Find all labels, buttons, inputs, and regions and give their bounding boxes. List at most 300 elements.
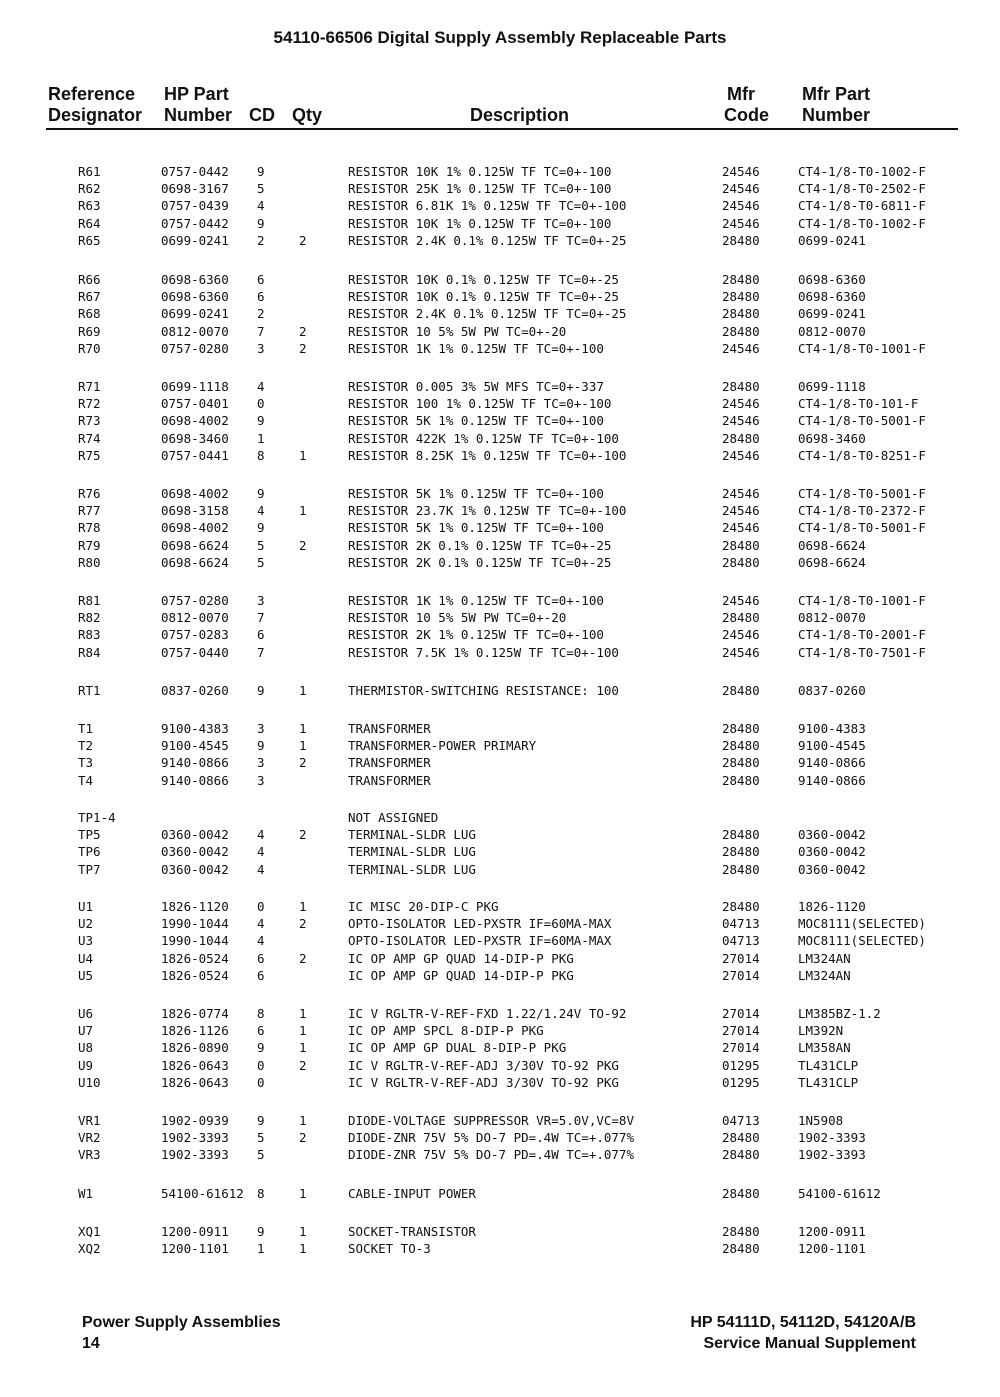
mfr-code-cell: 04713 bbox=[722, 916, 760, 932]
hp-part-number-cell: 0698-6624 bbox=[161, 537, 229, 553]
reference-designator-cell: R78 bbox=[78, 520, 101, 536]
description-cell: RESISTOR 6.81K 1% 0.125W TF TC=0+-100 bbox=[348, 198, 627, 214]
check-digit-cell: 0 bbox=[257, 899, 265, 914]
mfr-code-cell: 28480 bbox=[722, 232, 760, 248]
check-digit-cell: 6 bbox=[257, 950, 265, 966]
mfr-part-number-cell: CT4-1/8-T0-5001-F bbox=[798, 413, 926, 429]
mfr-code-cell: 28480 bbox=[722, 721, 760, 736]
reference-designator-cell: R82 bbox=[78, 610, 101, 626]
reference-designator-cell: XQ2 bbox=[78, 1241, 101, 1257]
reference-designator-cell: R62 bbox=[78, 181, 101, 197]
table-row bbox=[0, 395, 1000, 412]
description-cell: RESISTOR 10K 1% 0.125W TF TC=0+-100 bbox=[348, 164, 612, 179]
mfr-part-number-cell: 9100-4383 bbox=[798, 721, 866, 736]
reference-designator-cell: U1 bbox=[78, 899, 94, 914]
check-digit-cell: 6 bbox=[257, 1023, 265, 1039]
table-row bbox=[0, 843, 1000, 860]
description-cell: RESISTOR 10K 1% 0.125W TF TC=0+-100 bbox=[348, 215, 612, 231]
check-digit-cell: 5 bbox=[257, 537, 265, 553]
reference-designator-cell: XQ1 bbox=[78, 1224, 101, 1239]
reference-designator-cell: U9 bbox=[78, 1057, 94, 1073]
hp-part-number-cell: 0698-6360 bbox=[161, 272, 229, 287]
description-cell: TERMINAL-SLDR LUG bbox=[348, 844, 476, 860]
table-row bbox=[0, 1185, 1000, 1202]
description-cell: RESISTOR 10 5% 5W PW TC=0+-20 bbox=[348, 610, 567, 626]
description-cell: RESISTOR 10 5% 5W PW TC=0+-20 bbox=[348, 323, 567, 339]
reference-designator-cell: VR1 bbox=[78, 1113, 101, 1128]
header-rule bbox=[46, 128, 958, 130]
mfr-code-cell: 27014 bbox=[722, 1040, 760, 1056]
column-header-hp-part bbox=[164, 84, 232, 126]
mfr-code-cell: 28480 bbox=[722, 755, 760, 771]
hp-part-number-cell: 0699-1118 bbox=[161, 379, 229, 394]
check-digit-cell: 9 bbox=[257, 215, 265, 231]
reference-designator-cell: R71 bbox=[78, 379, 101, 394]
footer-section-title: Power Supply Assemblies bbox=[82, 1314, 281, 1331]
table-row bbox=[0, 1074, 1000, 1091]
description-cell: IC V RGLTR-V-REF-ADJ 3/30V TO-92 PKG bbox=[348, 1074, 619, 1090]
mfr-code-cell: 24546 bbox=[722, 215, 760, 231]
check-digit-cell: 4 bbox=[257, 503, 265, 519]
mfr-part-number-cell: 0360-0042 bbox=[798, 861, 866, 877]
footer-right bbox=[690, 1312, 916, 1354]
hp-part-number-cell: 0360-0042 bbox=[161, 861, 229, 877]
reference-designator-cell: TP6 bbox=[78, 844, 101, 860]
reference-designator-cell: R72 bbox=[78, 396, 101, 412]
hp-part-number-cell: 0698-4002 bbox=[161, 520, 229, 536]
description-cell: IC V RGLTR-V-REF-ADJ 3/30V TO-92 PKG bbox=[348, 1057, 619, 1073]
hp-part-number-cell: 0757-0280 bbox=[161, 340, 229, 356]
table-row bbox=[0, 1223, 1000, 1240]
table-row bbox=[0, 737, 1000, 754]
description-cell: RESISTOR 10K 0.1% 0.125W TF TC=0+-25 bbox=[348, 289, 619, 305]
table-row bbox=[0, 323, 1000, 340]
table-row bbox=[0, 485, 1000, 502]
mfr-part-number-cell: LM324AN bbox=[798, 967, 851, 983]
mfr-part-number-cell: 0837-0260 bbox=[798, 683, 866, 698]
check-digit-cell: 4 bbox=[257, 379, 265, 394]
table-row bbox=[0, 682, 1000, 699]
check-digit-cell: 2 bbox=[257, 232, 265, 248]
mfr-code-cell: 28480 bbox=[722, 430, 760, 446]
reference-designator-cell: VR2 bbox=[78, 1130, 101, 1146]
mfr-code-cell: 24546 bbox=[722, 627, 760, 643]
page-title: 54110-66506 Digital Supply Assembly Replaceable Parts bbox=[273, 28, 727, 47]
mfr-code-cell: 28480 bbox=[722, 738, 760, 754]
column-header-description: Description bbox=[470, 105, 570, 125]
table-row bbox=[0, 644, 1000, 661]
reference-designator-cell: T1 bbox=[78, 721, 94, 736]
quantity-cell: 2 bbox=[299, 340, 307, 356]
hp-part-number-cell: 1826-0774 bbox=[161, 1006, 229, 1021]
mfr-code-cell: 28480 bbox=[722, 1147, 760, 1163]
description-cell: RESISTOR 2K 0.1% 0.125W TF TC=0+-25 bbox=[348, 537, 612, 553]
column-header-mfr-code-line1: Mfr bbox=[727, 84, 755, 104]
mfr-code-cell: 28480 bbox=[722, 610, 760, 626]
quantity-cell: 2 bbox=[299, 232, 307, 248]
hp-part-number-cell: 0698-3167 bbox=[161, 181, 229, 197]
description-cell: THERMISTOR-SWITCHING RESISTANCE: 100 bbox=[348, 683, 619, 698]
table-row bbox=[0, 215, 1000, 232]
column-header-reference-line2: Designator bbox=[48, 105, 143, 125]
mfr-part-number-cell: 0360-0042 bbox=[798, 844, 866, 860]
description-cell: RESISTOR 8.25K 1% 0.125W TF TC=0+-100 bbox=[348, 447, 627, 463]
description-cell: RESISTOR 2.4K 0.1% 0.125W TF TC=0+-25 bbox=[348, 306, 627, 322]
mfr-code-cell: 28480 bbox=[722, 1186, 760, 1201]
description-cell: RESISTOR 100 1% 0.125W TF TC=0+-100 bbox=[348, 396, 612, 412]
footer-left bbox=[82, 1312, 281, 1354]
mfr-code-cell: 28480 bbox=[722, 861, 760, 877]
mfr-part-number-cell: CT4-1/8-T0-2372-F bbox=[798, 503, 926, 519]
reference-designator-cell: TP1-4 bbox=[78, 810, 116, 825]
mfr-part-number-cell: 0698-6624 bbox=[798, 537, 866, 553]
description-cell: RESISTOR 5K 1% 0.125W TF TC=0+-100 bbox=[348, 486, 604, 501]
mfr-code-cell: 28480 bbox=[722, 537, 760, 553]
check-digit-cell: 3 bbox=[257, 772, 265, 788]
check-digit-cell: 7 bbox=[257, 644, 265, 660]
mfr-part-number-cell: 0699-0241 bbox=[798, 306, 866, 322]
reference-designator-cell: TP7 bbox=[78, 861, 101, 877]
mfr-code-cell: 24546 bbox=[722, 413, 760, 429]
table-row bbox=[0, 592, 1000, 609]
mfr-part-number-cell: CT4-1/8-T0-1001-F bbox=[798, 340, 926, 356]
description-cell: RESISTOR 1K 1% 0.125W TF TC=0+-100 bbox=[348, 593, 604, 608]
mfr-part-number-cell: CT4-1/8-T0-5001-F bbox=[798, 520, 926, 536]
table-row bbox=[0, 271, 1000, 288]
table-row bbox=[0, 447, 1000, 464]
mfr-code-cell: 04713 bbox=[722, 933, 760, 949]
mfr-part-number-cell: 0699-1118 bbox=[798, 379, 866, 394]
hp-part-number-cell: 0757-0401 bbox=[161, 396, 229, 412]
table-row bbox=[0, 720, 1000, 737]
description-cell: IC OP AMP SPCL 8-DIP-P PKG bbox=[348, 1023, 544, 1039]
mfr-code-cell: 28480 bbox=[722, 899, 760, 914]
description-cell: RESISTOR 2.4K 0.1% 0.125W TF TC=0+-25 bbox=[348, 232, 627, 248]
check-digit-cell: 0 bbox=[257, 1057, 265, 1073]
hp-part-number-cell: 0812-0070 bbox=[161, 323, 229, 339]
reference-designator-cell: U10 bbox=[78, 1074, 101, 1090]
table-row bbox=[0, 537, 1000, 554]
check-digit-cell: 9 bbox=[257, 164, 265, 179]
column-header-reference bbox=[48, 84, 142, 126]
check-digit-cell: 6 bbox=[257, 289, 265, 305]
mfr-part-number-cell: CT4-1/8-T0-8251-F bbox=[798, 447, 926, 463]
quantity-cell: 1 bbox=[299, 1023, 307, 1039]
mfr-part-number-cell: 1902-3393 bbox=[798, 1130, 866, 1146]
reference-designator-cell: R84 bbox=[78, 644, 101, 660]
column-header-hp-part-line1: HP Part bbox=[164, 84, 229, 104]
hp-part-number-cell: 0698-3158 bbox=[161, 503, 229, 519]
table-row bbox=[0, 1057, 1000, 1074]
reference-designator-cell: R70 bbox=[78, 340, 101, 356]
reference-designator-cell: R63 bbox=[78, 198, 101, 214]
table-row bbox=[0, 861, 1000, 878]
mfr-code-cell: 28480 bbox=[722, 306, 760, 322]
footer-page-number: 14 bbox=[82, 1335, 100, 1352]
mfr-part-number-cell: 1200-0911 bbox=[798, 1224, 866, 1239]
mfr-part-number-cell: CT4-1/8-T0-7501-F bbox=[798, 644, 926, 660]
table-row bbox=[0, 898, 1000, 915]
mfr-code-cell: 24546 bbox=[722, 486, 760, 501]
footer-manual-title: Service Manual Supplement bbox=[703, 1335, 916, 1352]
mfr-part-number-cell: 1N5908 bbox=[798, 1113, 844, 1128]
hp-part-number-cell: 1200-1101 bbox=[161, 1241, 229, 1257]
description-cell: CABLE-INPUT POWER bbox=[348, 1186, 476, 1201]
hp-part-number-cell: 0698-6360 bbox=[161, 289, 229, 305]
reference-designator-cell: RT1 bbox=[78, 683, 101, 698]
mfr-part-number-cell: 0360-0042 bbox=[798, 827, 866, 843]
mfr-part-number-cell: 0698-6624 bbox=[798, 554, 866, 570]
description-cell: RESISTOR 1K 1% 0.125W TF TC=0+-100 bbox=[348, 340, 604, 356]
hp-part-number-cell: 0837-0260 bbox=[161, 683, 229, 698]
mfr-code-cell: 01295 bbox=[722, 1057, 760, 1073]
reference-designator-cell: R80 bbox=[78, 554, 101, 570]
hp-part-number-cell: 0757-0283 bbox=[161, 627, 229, 643]
mfr-code-cell: 24546 bbox=[722, 593, 760, 608]
hp-part-number-cell: 0360-0042 bbox=[161, 827, 229, 843]
table-row bbox=[0, 1240, 1000, 1257]
table-row bbox=[0, 288, 1000, 305]
column-header-mfr-part-line2: Number bbox=[802, 105, 871, 125]
table-row bbox=[0, 519, 1000, 536]
reference-designator-cell: R81 bbox=[78, 593, 101, 608]
description-cell: RESISTOR 2K 0.1% 0.125W TF TC=0+-25 bbox=[348, 554, 612, 570]
mfr-code-cell: 24546 bbox=[722, 503, 760, 519]
mfr-code-cell: 24546 bbox=[722, 447, 760, 463]
quantity-cell: 1 bbox=[299, 1241, 307, 1257]
mfr-part-number-cell: 1902-3393 bbox=[798, 1147, 866, 1163]
description-cell: RESISTOR 10K 0.1% 0.125W TF TC=0+-25 bbox=[348, 272, 619, 287]
reference-designator-cell: R65 bbox=[78, 232, 101, 248]
check-digit-cell: 9 bbox=[257, 1224, 265, 1239]
reference-designator-cell: T4 bbox=[78, 772, 94, 788]
description-cell: TRANSFORMER bbox=[348, 721, 431, 736]
hp-part-number-cell: 9100-4545 bbox=[161, 738, 229, 754]
reference-designator-cell: U2 bbox=[78, 916, 94, 932]
mfr-code-cell: 28480 bbox=[722, 272, 760, 287]
description-cell: IC MISC 20-DIP-C PKG bbox=[348, 899, 499, 914]
mfr-code-cell: 27014 bbox=[722, 1023, 760, 1039]
check-digit-cell: 4 bbox=[257, 933, 265, 949]
mfr-code-cell: 28480 bbox=[722, 554, 760, 570]
hp-part-number-cell: 0757-0441 bbox=[161, 447, 229, 463]
check-digit-cell: 1 bbox=[257, 430, 265, 446]
reference-designator-cell: U4 bbox=[78, 950, 94, 966]
column-header-mfr-code bbox=[724, 84, 769, 126]
mfr-code-cell: 27014 bbox=[722, 1006, 760, 1021]
description-cell: TERMINAL-SLDR LUG bbox=[348, 827, 476, 843]
mfr-code-cell: 24546 bbox=[722, 181, 760, 197]
hp-part-number-cell: 0360-0042 bbox=[161, 844, 229, 860]
mfr-part-number-cell: 0698-6360 bbox=[798, 289, 866, 305]
mfr-code-cell: 28480 bbox=[722, 772, 760, 788]
reference-designator-cell: R75 bbox=[78, 447, 101, 463]
check-digit-cell: 8 bbox=[257, 1006, 265, 1021]
mfr-code-cell: 28480 bbox=[722, 1224, 760, 1239]
reference-designator-cell: R61 bbox=[78, 164, 101, 179]
mfr-code-cell: 28480 bbox=[722, 379, 760, 394]
table-row bbox=[0, 1005, 1000, 1022]
hp-part-number-cell: 0757-0442 bbox=[161, 164, 229, 179]
quantity-cell: 1 bbox=[299, 1224, 307, 1239]
mfr-code-cell: 04713 bbox=[722, 1113, 760, 1128]
description-cell: RESISTOR 5K 1% 0.125W TF TC=0+-100 bbox=[348, 520, 604, 536]
table-row bbox=[0, 1039, 1000, 1056]
table-row bbox=[0, 163, 1000, 180]
mfr-part-number-cell: 0812-0070 bbox=[798, 610, 866, 626]
reference-designator-cell: U7 bbox=[78, 1023, 94, 1039]
mfr-part-number-cell: 9140-0866 bbox=[798, 755, 866, 771]
hp-part-number-cell: 9140-0866 bbox=[161, 772, 229, 788]
mfr-part-number-cell: 1826-1120 bbox=[798, 899, 866, 914]
quantity-cell: 1 bbox=[299, 738, 307, 754]
table-row bbox=[0, 1022, 1000, 1039]
quantity-cell: 1 bbox=[299, 1006, 307, 1021]
mfr-code-cell: 24546 bbox=[722, 164, 760, 179]
reference-designator-cell: R79 bbox=[78, 537, 101, 553]
hp-part-number-cell: 1902-0939 bbox=[161, 1113, 229, 1128]
description-cell: NOT ASSIGNED bbox=[348, 810, 439, 825]
hp-part-number-cell: 1826-0524 bbox=[161, 967, 229, 983]
hp-part-number-cell: 9100-4383 bbox=[161, 721, 229, 736]
description-cell: IC OP AMP GP QUAD 14-DIP-P PKG bbox=[348, 967, 574, 983]
mfr-part-number-cell: 9100-4545 bbox=[798, 738, 866, 754]
hp-part-number-cell: 1200-0911 bbox=[161, 1224, 229, 1239]
hp-part-number-cell: 0757-0439 bbox=[161, 198, 229, 214]
table-row bbox=[0, 809, 1000, 826]
check-digit-cell: 9 bbox=[257, 520, 265, 536]
hp-part-number-cell: 1826-1120 bbox=[161, 899, 229, 914]
reference-designator-cell: R67 bbox=[78, 289, 101, 305]
hp-part-number-cell: 0757-0442 bbox=[161, 215, 229, 231]
hp-part-number-cell: 54100-61612 bbox=[161, 1186, 244, 1201]
description-cell: OPTO-ISOLATOR LED-PXSTR IF=60MA-MAX bbox=[348, 933, 612, 949]
check-digit-cell: 7 bbox=[257, 323, 265, 339]
hp-part-number-cell: 1826-1126 bbox=[161, 1023, 229, 1039]
check-digit-cell: 0 bbox=[257, 1074, 265, 1090]
reference-designator-cell: R74 bbox=[78, 430, 101, 446]
column-header-mfr-part-line1: Mfr Part bbox=[802, 84, 871, 104]
mfr-part-number-cell: CT4-1/8-T0-6811-F bbox=[798, 198, 926, 214]
mfr-part-number-cell: 9140-0866 bbox=[798, 772, 866, 788]
reference-designator-cell: R73 bbox=[78, 413, 101, 429]
description-cell: IC OP AMP GP QUAD 14-DIP-P PKG bbox=[348, 950, 574, 966]
reference-designator-cell: T3 bbox=[78, 755, 94, 771]
check-digit-cell: 9 bbox=[257, 738, 265, 754]
quantity-cell: 1 bbox=[299, 503, 307, 519]
mfr-part-number-cell: 1200-1101 bbox=[798, 1241, 866, 1257]
column-header-mfr-code-line2: Code bbox=[724, 105, 769, 125]
description-cell: RESISTOR 2K 1% 0.125W TF TC=0+-100 bbox=[348, 627, 604, 643]
table-row bbox=[0, 232, 1000, 249]
description-cell: DIODE-ZNR 75V 5% DO-7 PD=.4W TC=+.077% bbox=[348, 1147, 634, 1163]
description-cell: RESISTOR 422K 1% 0.125W TF TC=0+-100 bbox=[348, 430, 619, 446]
description-cell: TRANSFORMER-POWER PRIMARY bbox=[348, 738, 537, 754]
description-cell: TRANSFORMER bbox=[348, 772, 431, 788]
hp-part-number-cell: 1826-0524 bbox=[161, 950, 229, 966]
mfr-part-number-cell: LM392N bbox=[798, 1023, 844, 1039]
mfr-code-cell: 28480 bbox=[722, 323, 760, 339]
quantity-cell: 2 bbox=[299, 323, 307, 339]
description-cell: TERMINAL-SLDR LUG bbox=[348, 861, 476, 877]
check-digit-cell: 3 bbox=[257, 721, 265, 736]
hp-part-number-cell: 0699-0241 bbox=[161, 306, 229, 322]
mfr-part-number-cell: CT4-1/8-T0-101-F bbox=[798, 396, 919, 412]
mfr-code-cell: 27014 bbox=[722, 967, 760, 983]
reference-designator-cell: U3 bbox=[78, 933, 94, 949]
description-cell: RESISTOR 23.7K 1% 0.125W TF TC=0+-100 bbox=[348, 503, 627, 519]
description-cell: DIODE-ZNR 75V 5% DO-7 PD=.4W TC=+.077% bbox=[348, 1130, 634, 1146]
mfr-part-number-cell: TL431CLP bbox=[798, 1057, 859, 1073]
mfr-part-number-cell: CT4-1/8-T0-2502-F bbox=[798, 181, 926, 197]
hp-part-number-cell: 1826-0643 bbox=[161, 1074, 229, 1090]
quantity-cell: 1 bbox=[299, 721, 307, 736]
description-cell: SOCKET TO-3 bbox=[348, 1241, 431, 1257]
mfr-code-cell: 01295 bbox=[722, 1074, 760, 1090]
check-digit-cell: 4 bbox=[257, 844, 265, 860]
table-row bbox=[0, 378, 1000, 395]
quantity-cell: 2 bbox=[299, 950, 307, 966]
reference-designator-cell: R64 bbox=[78, 215, 101, 231]
check-digit-cell: 5 bbox=[257, 1147, 265, 1163]
quantity-cell: 1 bbox=[299, 1186, 307, 1201]
mfr-code-cell: 27014 bbox=[722, 950, 760, 966]
column-header-qty: Qty bbox=[292, 105, 323, 125]
check-digit-cell: 3 bbox=[257, 340, 265, 356]
mfr-part-number-cell: TL431CLP bbox=[798, 1074, 859, 1090]
quantity-cell: 2 bbox=[299, 537, 307, 553]
check-digit-cell: 9 bbox=[257, 486, 265, 501]
table-row bbox=[0, 430, 1000, 447]
table-row bbox=[0, 197, 1000, 214]
mfr-code-cell: 28480 bbox=[722, 1241, 760, 1257]
table-row bbox=[0, 1112, 1000, 1129]
description-cell: SOCKET-TRANSISTOR bbox=[348, 1224, 476, 1239]
mfr-part-number-cell: 0698-6360 bbox=[798, 272, 866, 287]
hp-part-number-cell: 0698-6624 bbox=[161, 554, 229, 570]
check-digit-cell: 4 bbox=[257, 198, 265, 214]
check-digit-cell: 1 bbox=[257, 1241, 265, 1257]
reference-designator-cell: R69 bbox=[78, 323, 101, 339]
mfr-part-number-cell: 0699-0241 bbox=[798, 232, 866, 248]
table-row bbox=[0, 826, 1000, 843]
mfr-part-number-cell: MOC8111(SELECTED) bbox=[798, 916, 926, 932]
quantity-cell: 1 bbox=[299, 1040, 307, 1056]
quantity-cell: 2 bbox=[299, 1057, 307, 1073]
description-cell: RESISTOR 0.005 3% 5W MFS TC=0+-337 bbox=[348, 379, 604, 394]
check-digit-cell: 3 bbox=[257, 593, 265, 608]
check-digit-cell: 8 bbox=[257, 1186, 265, 1201]
mfr-code-cell: 24546 bbox=[722, 520, 760, 536]
mfr-part-number-cell: MOC8111(SELECTED) bbox=[798, 933, 926, 949]
table-row bbox=[0, 554, 1000, 571]
hp-part-number-cell: 0698-3460 bbox=[161, 430, 229, 446]
quantity-cell: 1 bbox=[299, 447, 307, 463]
column-header-hp-part-line2: Number bbox=[164, 105, 233, 125]
check-digit-cell: 5 bbox=[257, 181, 265, 197]
check-digit-cell: 9 bbox=[257, 1040, 265, 1056]
table-row bbox=[0, 754, 1000, 771]
hp-part-number-cell: 0698-4002 bbox=[161, 486, 229, 501]
reference-designator-cell: T2 bbox=[78, 738, 94, 754]
hp-part-number-cell: 0812-0070 bbox=[161, 610, 229, 626]
mfr-part-number-cell: LM385BZ-1.2 bbox=[798, 1006, 881, 1021]
quantity-cell: 2 bbox=[299, 916, 307, 932]
table-row bbox=[0, 772, 1000, 789]
hp-part-number-cell: 1826-0890 bbox=[161, 1040, 229, 1056]
mfr-code-cell: 28480 bbox=[722, 827, 760, 843]
check-digit-cell: 0 bbox=[257, 396, 265, 412]
